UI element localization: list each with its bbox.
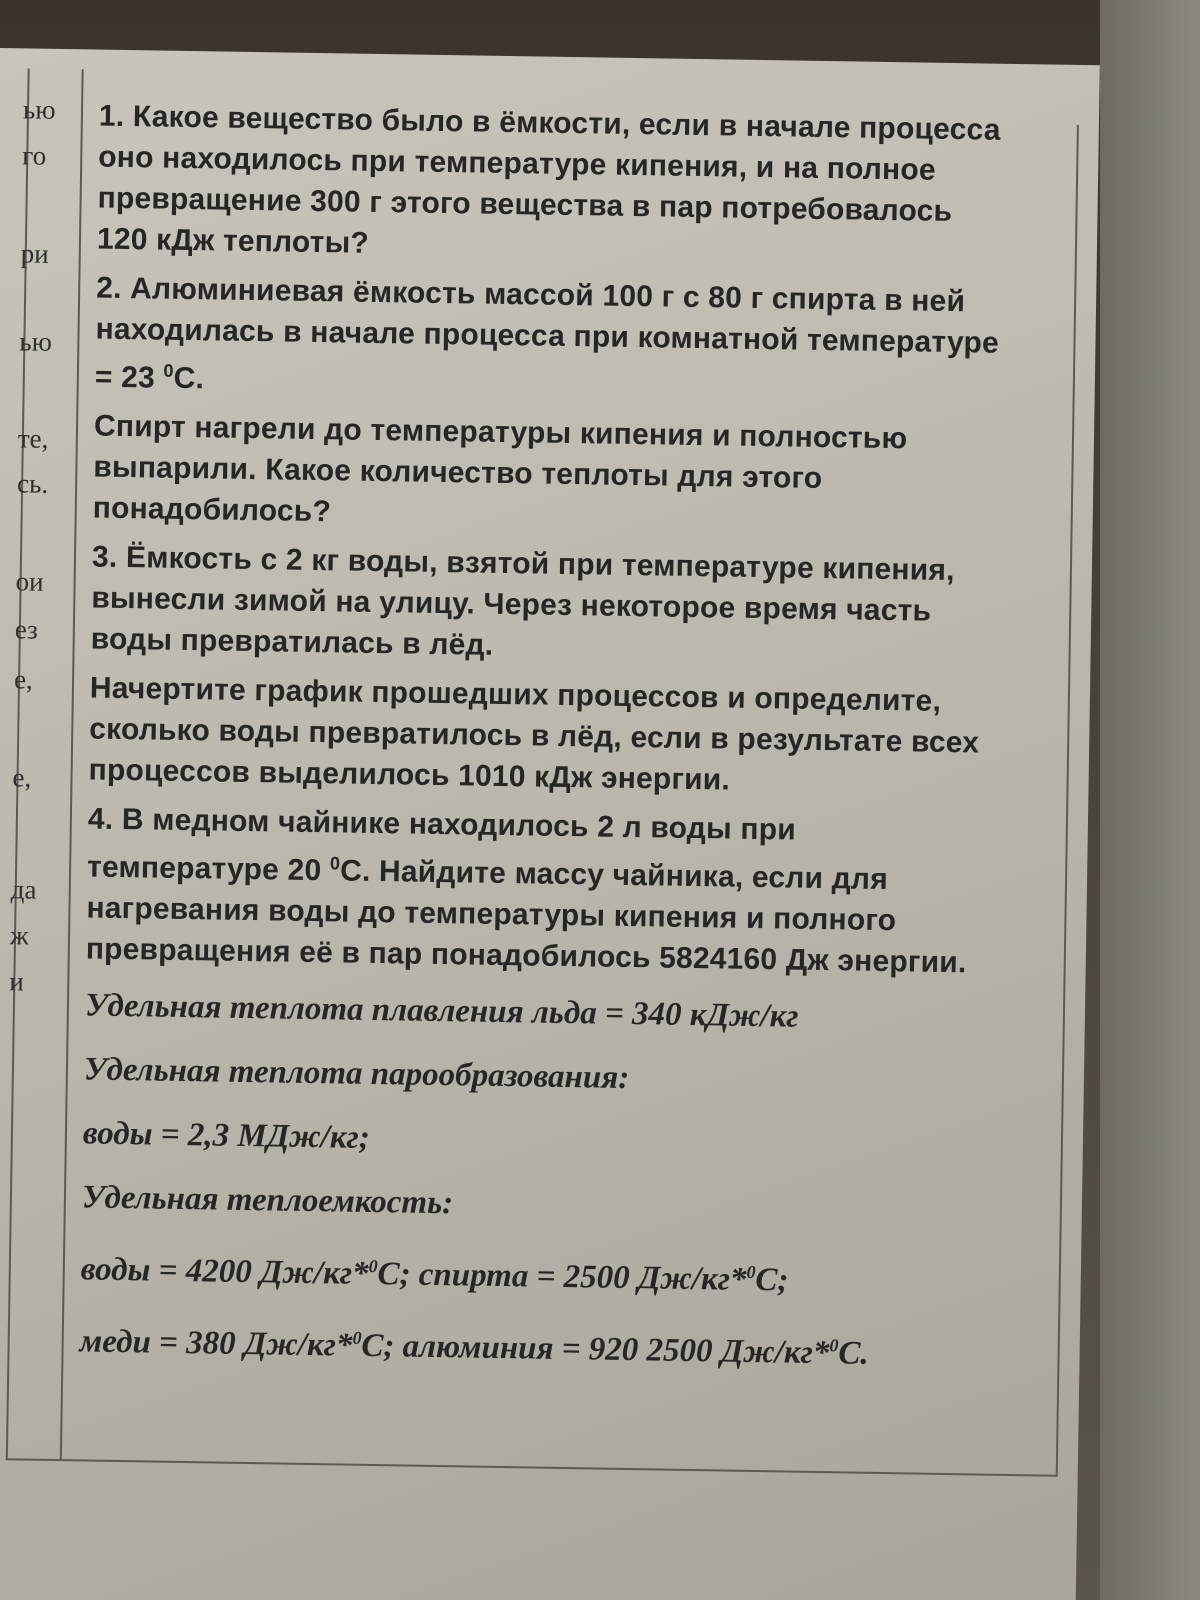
problem-3-line: Начертите график прошедших процессов и определите,: [89, 671, 942, 718]
problem-1-line: превращение 300 г этого вещества в пар потребовалось: [97, 181, 953, 228]
fragment: е,: [12, 762, 32, 793]
fragment: ез: [14, 614, 39, 645]
problem-3-line: воды превратилась в лёд.: [90, 622, 494, 662]
problem-2: [92, 268, 1086, 545]
worksheet-content: [79, 96, 1089, 1389]
worksheet-page: [0, 48, 1100, 1600]
fragment: ью: [22, 94, 56, 125]
problem-2-line: Спирт нагрели до температуры кипения и полностью: [93, 409, 908, 456]
problem-3-line: процессов выделилось 1010 кДж энергии.: [88, 753, 731, 797]
heat-capacity-title: Удельная теплоемкость:: [81, 1179, 454, 1222]
problem-1-line: оно находилось при температуре кипения, и на полное: [98, 140, 937, 187]
problem-4-line: температуре 20 $^0$С. Найдите массу чайника, если для: [86, 850, 889, 897]
problem-2-line: выпарили. Какое количество теплоты для этого: [93, 450, 823, 495]
melting-heat: Удельная теплота плавления льда = 340 кДж/кг: [84, 987, 799, 1035]
problem-2-temperature: = 23 $^0$С.: [94, 360, 205, 396]
problem-2-line: понадобилось?: [92, 491, 332, 529]
right-background: [1100, 0, 1200, 1600]
problem-4-line: 4. В медном чайнике находилось 2 л воды при: [87, 802, 797, 847]
fragment: те,: [17, 423, 49, 454]
left-column-fragments: [9, 68, 78, 997]
problem-3-line: вынесли зимой на улицу. Через некоторое время часть: [91, 581, 932, 628]
problem-4: [86, 798, 1079, 985]
problem-2-line: находилась в начале процесса при комнатной температуре: [95, 312, 1000, 360]
fragment: е,: [13, 664, 34, 695]
fragment: и: [9, 966, 25, 997]
constants-block: [79, 973, 1075, 1389]
fragment: да: [10, 874, 37, 905]
fragment: ри: [20, 238, 49, 269]
problem-1-line: 1. Какое вещество было в ёмкости, если в начале процесса: [98, 99, 1001, 147]
problem-3: [88, 537, 1082, 807]
problem-4-line: превращения её в пар понадобилось 5824160 Дж энергии.: [85, 932, 967, 980]
problem-3-line: 3. Ёмкость с 2 кг воды, взятой при температуре кипения,: [91, 540, 955, 588]
problem-3-line: сколько воды превратилось в лёд, если в результате всех: [89, 712, 980, 760]
vaporization-water: воды = 2,3 МДж/кг;: [82, 1115, 371, 1156]
fragment: ж: [9, 920, 29, 951]
vaporization-title: Удельная теплота парообразования:: [83, 1051, 630, 1097]
fragment: ои: [15, 566, 44, 597]
fragment: сь.: [16, 468, 49, 499]
column-divider: [60, 69, 84, 1459]
problem-1: [97, 96, 1089, 276]
problem-2-line: 2. Алюминиевая ёмкость массой 100 г с 80 г спирта в ней: [95, 271, 966, 319]
problem-1-line: 120 кДж теплоты?: [96, 222, 370, 260]
table-frame: [6, 68, 1080, 1476]
heat-capacity-line-2: меди = 380 Дж/кг*$^0$С; алюминия = 920 2500 Дж/кг*$^0$С.: [79, 1323, 869, 1372]
problem-4-line: нагревания воды до температуры кипения и полного: [86, 891, 897, 938]
heat-capacity-line-1: воды = 4200 Дж/кг*$^0$С; спирта = 2500 Дж/кг*$^0$С;: [80, 1251, 789, 1299]
fragment: го: [22, 140, 47, 171]
fragment: ью: [19, 326, 53, 357]
